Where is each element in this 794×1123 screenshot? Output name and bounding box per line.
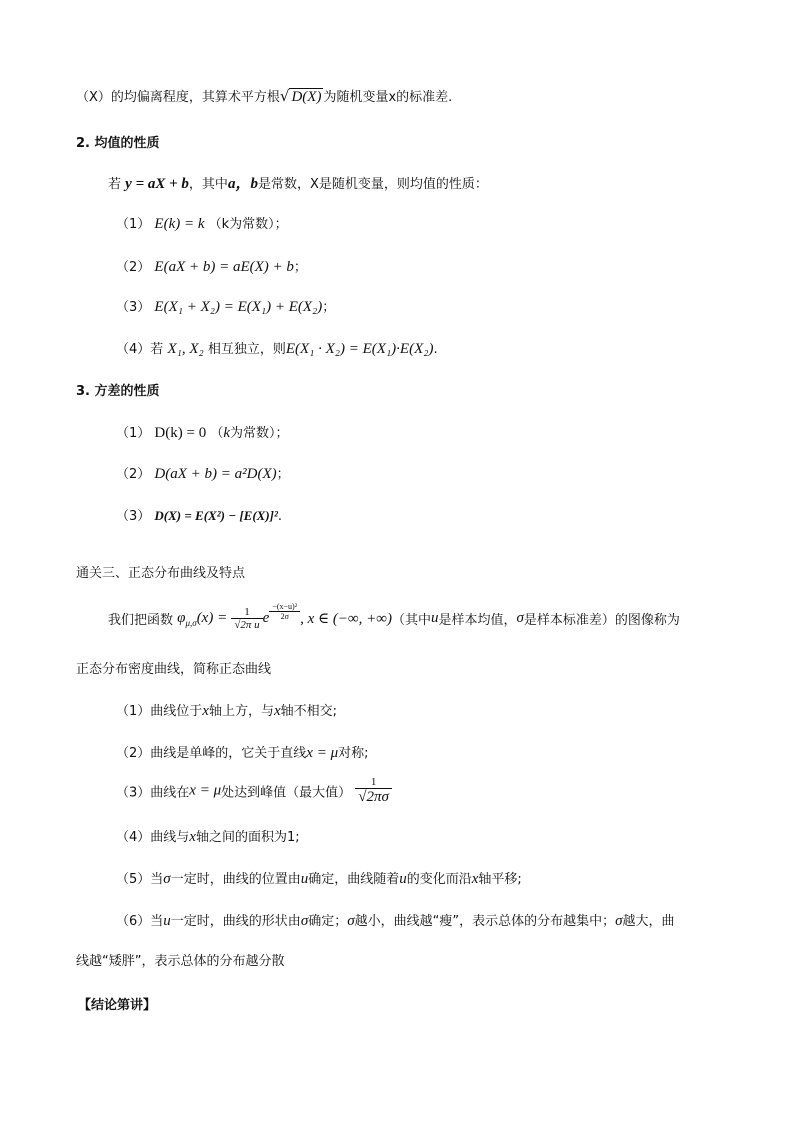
item-text: 曲线在 [150, 785, 190, 801]
item-text4: 的变化而沿 [406, 872, 472, 887]
frac-den: √2π u [231, 618, 262, 631]
item-mid: （ [210, 426, 224, 441]
item-num: （3） [116, 300, 151, 315]
item-formula: E(aX + b) = aE(X) + b [154, 259, 294, 275]
x-symbol: x [471, 871, 479, 887]
para-d: 是样本标准差）的图像称为 [523, 613, 680, 628]
u-symbol: u [399, 871, 407, 887]
normal-item-4 [116, 826, 300, 846]
item-text2: 处达到峰值（最大值） [221, 785, 352, 801]
intro-tail: 为随机变量x的标准差. [323, 90, 453, 105]
section-title-normal: 通关三、正态分布曲线及特点 [76, 566, 246, 581]
mean-item-4 [116, 338, 438, 358]
item-num: （1） [116, 704, 151, 719]
item-formula: D(k) = 0 [154, 425, 207, 441]
intro-c: 是常数，X是随机变量，则均值的性质： [257, 177, 488, 192]
phi-symbol: φ [177, 609, 186, 626]
item-text: 当 [150, 872, 164, 887]
item-num: （2） [116, 467, 151, 482]
sigma-symbol: σ [347, 913, 355, 929]
item-num: （1） [116, 217, 151, 232]
item-text3: 确定，曲线随着 [308, 872, 400, 887]
para-b: （其中 [391, 613, 431, 628]
item-num: （2） [116, 260, 151, 275]
item-num: （4） [116, 830, 151, 845]
normal-item-6-line2: 线越“矮胖”，表示总体的分布越分散 [76, 954, 285, 969]
mean-item-2 [116, 256, 307, 276]
x-symbol: x [189, 829, 196, 845]
item-text5: 越大，曲 [622, 914, 675, 929]
item-tail: . [277, 509, 283, 524]
item-text2: 对称; [338, 746, 369, 761]
item-tail: ； [293, 260, 307, 275]
item-text4: 越小，曲线越“瘦”，表示总体的分布越集中； [354, 914, 616, 929]
item-text3: 确定； [308, 914, 348, 929]
sqrt-icon: √ [279, 87, 290, 105]
item-num: （3） [116, 785, 151, 801]
item-formula: x = μ [306, 745, 339, 761]
section-title-variance: 3. 方差的性质 [76, 384, 160, 399]
sqrt-arg: D(X) [291, 89, 322, 105]
exp-den: 2σ [269, 611, 300, 621]
para-c: 是样本均值， [438, 613, 517, 628]
item-formula: E(X₁ · X₂) = E(X₁)·E(X₂) [285, 341, 434, 357]
u-symbol: u [300, 871, 309, 887]
exp-num: −(x−u)² [272, 602, 298, 611]
item-text2: 一定时，曲线的位置由 [170, 872, 301, 887]
phi-arg: (x) = [196, 609, 228, 626]
mean-item-3 [116, 296, 335, 316]
x-symbol: x [202, 703, 209, 719]
func-lhs [177, 610, 227, 626]
item-pre: 若 [150, 342, 164, 357]
normal-definition [108, 602, 680, 631]
intro-b: ，其中 [188, 177, 228, 192]
item-text5: 轴平移; [478, 872, 522, 887]
sigma-symbol: σ [300, 913, 309, 929]
frac-num: 1 [370, 776, 377, 788]
item-num: （3） [116, 509, 151, 524]
item-text: 曲线位于 [150, 704, 203, 719]
mean-item-1 [116, 213, 288, 233]
item-text: 当 [150, 914, 164, 929]
x-symbol: x [273, 703, 281, 719]
item-tail: ； [276, 467, 290, 482]
item-tail: . [433, 342, 438, 357]
sigma-symbol: σ [516, 610, 524, 626]
frac-num: 1 [244, 606, 250, 618]
item-num: （4） [116, 342, 151, 357]
normal-item-5 [116, 868, 522, 888]
item-formula: E(k) = k [154, 216, 205, 232]
var-item-3 [116, 505, 282, 524]
item-text2: 一定时，曲线的形状由 [170, 914, 301, 929]
item-num: （1） [116, 426, 151, 441]
normal-item-2 [116, 742, 369, 762]
domain: , x ∈ (−∞, +∞) [300, 611, 392, 627]
item-tail: （k为常数）； [208, 217, 288, 232]
mean-intro [108, 172, 488, 193]
normal-item-6 [116, 910, 675, 930]
item-vars: X₁, X₂ [167, 341, 204, 357]
item-mid: 相互独立，则 [207, 342, 286, 357]
section-title-mean: 2. 均值的性质 [76, 136, 160, 151]
intro-lead: （X）的均偏离程度，其算术平方根 [76, 90, 280, 105]
var-item-1 [116, 422, 289, 442]
item-formula: E(X₁ + X₂) = E(X₁) + E(X₂) [154, 299, 323, 315]
formula-ab: a，b [227, 176, 258, 192]
intro-line [76, 86, 452, 106]
sigma-symbol: σ [615, 913, 623, 929]
item-text: 曲线是单峰的，它关于直线 [150, 746, 307, 761]
para-a: 我们把函数 [108, 613, 174, 628]
normal-item-3 [116, 776, 392, 806]
frac-den: √2πσ [355, 788, 392, 806]
normal-item-1 [116, 700, 337, 720]
phi-sub: μ,σ [185, 617, 197, 628]
item-text2: 轴之间的面积为1; [195, 830, 300, 845]
peak-fraction [355, 776, 392, 806]
density-fraction [231, 606, 262, 631]
u-symbol: u [163, 913, 171, 929]
exponent [269, 602, 300, 621]
item-tail: 为常数）； [230, 426, 289, 441]
formula-linear: y = aX + b [125, 176, 189, 192]
item-text: 曲线与 [150, 830, 190, 845]
exp-base: e [262, 610, 270, 626]
u-symbol: u [431, 610, 439, 626]
sigma-symbol: σ [163, 871, 171, 887]
normal-definition-line2: 正态分布密度曲线，简称正态曲线 [76, 662, 272, 677]
item-kvar: k [223, 425, 231, 441]
item-formula: D(aX + b) = a²D(X) [154, 466, 277, 482]
item-text3: 轴不相交; [280, 704, 338, 719]
item-num: （5） [116, 872, 151, 887]
intro-a: 若 [108, 177, 122, 192]
var-item-2 [116, 463, 290, 483]
item-tail: ； [322, 300, 336, 315]
item-num: （2） [116, 746, 151, 761]
item-formula: D(X) = E(X²) − [E(X)]² [154, 508, 278, 523]
item-num: （6） [116, 914, 151, 929]
item-formula: x = μ [189, 782, 222, 799]
item-text2: 轴上方，与 [208, 704, 274, 719]
footer-label: 【结论第讲】 [78, 998, 157, 1013]
